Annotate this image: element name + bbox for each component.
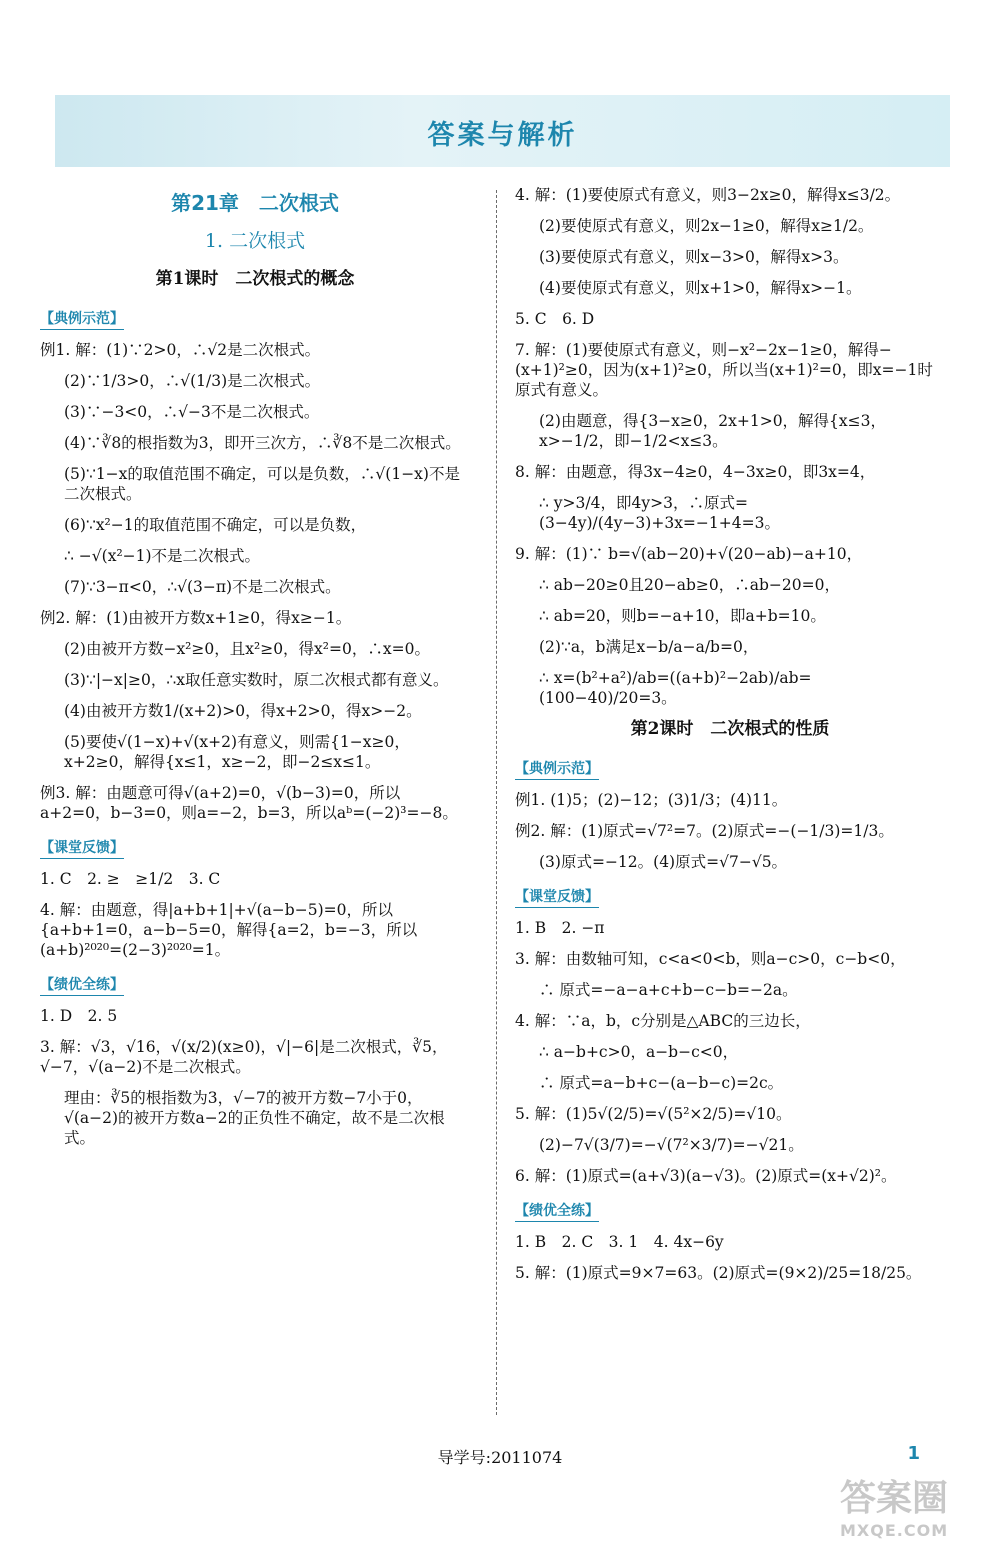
answer-line: ∴ ab−20≥0且20−ab≥0，∴ab−20=0， [539, 576, 840, 594]
answer-line: (2)∵a，b满足x−b/a−a/b=0， [539, 638, 759, 656]
answer-line: 4. 解：(1)要使原式有意义，则3−2x≥0，解得x≤3/2。 [515, 186, 901, 204]
page-title: 答案与解析 [427, 120, 578, 151]
answer-block [40, 340, 470, 823]
answer-line: 9. 解：(1)∵ b=√(ab−20)+√(20−ab)−a+10， [515, 545, 863, 563]
answer-line: (2)−7√(3/7)=−√(7²×3/7)=−√21。 [539, 1136, 804, 1154]
section-tag: 【绩优全练】 [515, 1201, 599, 1222]
right-column [515, 185, 945, 1294]
chapter-title: 第21章 二次根式 [171, 191, 339, 215]
answer-line: ∴ −√(x²−1)不是二次根式。 [64, 547, 261, 565]
answer-block [515, 918, 945, 1186]
guide-number: 导学号:2011074 [437, 1448, 563, 1467]
answer-block [40, 1006, 470, 1148]
answer-block [515, 790, 945, 872]
section-tag: 【绩优全练】 [40, 975, 124, 996]
lesson-title: 第2课时 二次根式的性质 [630, 719, 830, 739]
answer-line: 5. 解：(1)5√(2/5)=√(5²×2/5)=√10。 [515, 1105, 792, 1123]
answer-line: 1. B 2. −π [515, 919, 605, 937]
left-column [40, 185, 470, 1159]
page-number: 1 [907, 1443, 920, 1464]
answer-line: 3. 解：√3，√16，√(x/2)(x≥0)，√|−6|是二次根式，∛5，√−7，√(a−2)不是二次根式。 [40, 1038, 448, 1076]
answer-line: 5. 解：(1)原式=9×7=63。(2)原式=(9×2)/25=18/25。 [515, 1264, 922, 1282]
answer-line: (3)原式=−12。(4)原式=√7−√5。 [539, 853, 788, 871]
watermark-url: MXQE.COM [840, 1521, 949, 1540]
answer-line: 4. 解：由题意，得|a+b+1|+√(a−b−5)=0，所以{a+b+1=0，a−b−5=0，解得{a=2，b=−3，所以(a+b)²⁰²⁰=(2−3)²⁰²⁰=1。 [40, 901, 418, 959]
answer-line: 例2. 解：(1)原式=√7²=7。(2)原式=−(−1/3)=1/3。 [515, 822, 894, 840]
answer-line: (4)由被开方数1/(x+2)>0，得x+2>0，得x>−2。 [64, 702, 422, 720]
column-divider [496, 190, 497, 1415]
lesson-title: 第1课时 二次根式的概念 [155, 269, 355, 289]
answer-line: 例3. 解：由题意可得√(a+2)=0，√(b−3)=0，所以a+2=0，b−3=0，则a=−2，b=3，所以aᵇ=(−2)³=−8。 [40, 784, 458, 822]
answer-line: 4. 解：∵a，b，c分别是△ABC的三边长， [515, 1012, 811, 1030]
section-tag: 【典例示范】 [40, 309, 124, 330]
answer-line: (5)∵1−x的取值范围不确定，可以是负数，∴√(1−x)不是二次根式。 [64, 465, 460, 503]
answer-line: (7)∵3−π<0，∴√(3−π)不是二次根式。 [64, 578, 341, 596]
section-tag: 【典例示范】 [515, 759, 599, 780]
watermark-text: 答案圈 [840, 1478, 949, 1519]
answer-line: (3)∵|−x|≥0，∴x取任意实数时，原二次根式都有意义。 [64, 671, 449, 689]
answer-block [515, 185, 945, 708]
answer-block [40, 869, 470, 960]
answer-line: (2)∵1/3>0，∴√(1/3)是二次根式。 [64, 372, 321, 390]
answer-line: 1. B 2. C 3. 1 4. 4x−6y [515, 1233, 724, 1251]
answer-line: 1. C 2. ≥ ≥1/2 3. C [40, 870, 221, 888]
answer-line: 3. 解：由数轴可知，c<a<0<b，则a−c>0，c−b<0， [515, 950, 906, 968]
answer-line: ∴ y>3/4，即4y>3，∴原式=(3−4y)/(4y−3)+3x=−1+4=3。 [539, 494, 780, 532]
section-tag: 【课堂反馈】 [40, 838, 124, 859]
watermark-logo [840, 1470, 990, 1540]
answer-line: 例1. (1)5；(2)−12；(3)1/3；(4)11。 [515, 791, 788, 809]
answer-line: 1. D 2. 5 [40, 1007, 118, 1025]
header-banner [55, 95, 950, 167]
answer-line: ∴ 原式=−a−a+c+b−c−b=−2a。 [539, 981, 798, 999]
answer-line: ∴ ab=20，则b=−a+10，即a+b=10。 [539, 607, 826, 625]
answer-line: ∴ x=(b²+a²)/ab=((a+b)²−2ab)/ab=(100−40)/20=3。 [539, 669, 812, 707]
answer-line: ∴ a−b+c>0，a−b−c<0， [539, 1043, 739, 1061]
answer-line: 例1. 解：(1)∵2>0，∴√2是二次根式。 [40, 341, 321, 359]
answer-line: (4)∵∛8的根指数为3，即开三次方，∴∛8不是二次根式。 [64, 434, 461, 452]
answer-line: (2)由题意，得{3−x≥0，2x+1>0，解得{x≤3，x>−1/2，即−1/2<x≤3。 [539, 412, 887, 450]
answer-line: 例2. 解：(1)由被开方数x+1≥0，得x≥−1。 [40, 609, 352, 627]
section-title: 1. 二次根式 [204, 230, 306, 252]
answer-line: 8. 解：由题意，得3x−4≥0，4−3x≥0，即3x=4， [515, 463, 876, 481]
answer-line: ∴ 原式=a−b+c−(a−b−c)=2c。 [539, 1074, 784, 1092]
answer-line: (2)由被开方数−x²≥0，且x²≥0，得x²=0，∴x=0。 [64, 640, 430, 658]
answer-line: (3)要使原式有意义，则x−3>0，解得x>3。 [539, 248, 849, 266]
answer-line: 5. C 6. D [515, 310, 595, 328]
answer-line: (6)∵x²−1的取值范围不确定，可以是负数， [64, 516, 367, 534]
answer-line: (2)要使原式有意义，则2x−1≥0，解得x≥1/2。 [539, 217, 874, 235]
answer-line: (5)要使√(1−x)+√(x+2)有意义，则需{1−x≥0，x+2≥0，解得{x≤1，x≥−2，即−2≤x≤1。 [64, 733, 410, 771]
answer-line: 理由：∛5的根指数为3，√−7的被开方数−7小于0，√(a−2)的被开方数a−2的正负性不确定，故不是二次根式。 [64, 1089, 445, 1147]
section-tag: 【课堂反馈】 [515, 887, 599, 908]
answer-line: 7. 解：(1)要使原式有意义，则−x²−2x−1≥0，解得−(x+1)²≥0，因为(x+1)²≥0，所以当(x+1)²=0，即x=−1时原式有意义。 [515, 341, 933, 399]
answer-line: (4)要使原式有意义，则x+1>0，解得x>−1。 [539, 279, 862, 297]
answer-line: (3)∵−3<0，∴√−3不是二次根式。 [64, 403, 320, 421]
answer-line: 6. 解：(1)原式=(a+√3)(a−√3)。(2)原式=(x+√2)²。 [515, 1167, 897, 1185]
answer-block [515, 1232, 945, 1283]
